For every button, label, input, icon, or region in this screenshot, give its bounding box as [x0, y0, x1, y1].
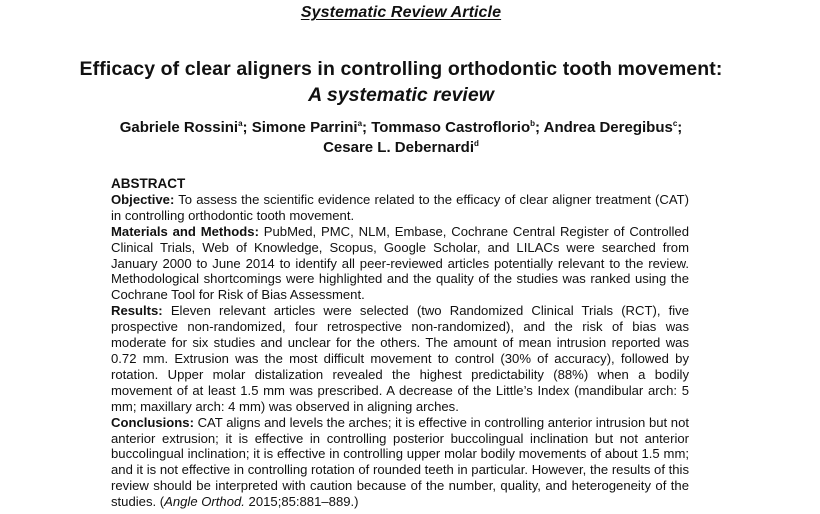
article-type-heading: Systematic Review Article [300, 4, 502, 21]
citation-journal: Angle Orthod. [164, 494, 245, 510]
affiliation-marker: a [357, 119, 363, 128]
author-line-2 [0, 138, 802, 158]
author-separator: ; [535, 119, 544, 136]
affiliation-marker: b [530, 119, 536, 128]
author-name: Andrea Deregibus [543, 119, 673, 136]
abstract-results [111, 303, 689, 414]
abstract-objective [111, 192, 689, 224]
author-separator: ; [362, 119, 372, 136]
objective-text: To assess the scientific evidence related to the efficacy of clear aligner treatment (CAT) in controlling orthodontic tooth movement. [111, 191, 689, 223]
conclusions-text: CAT aligns and levels the arches; it is effective in controlling anterior intrusion but not anterior extrusion; it is effective in controlling posterior buccolingual inclination but not anterior buccolingual inclination; it is effective in controlling upper molar bodily movements of about 1.5 mm; and it is not effective in controlling rotation of rounded teeth in particular. However, the results of this review should be interpreted with caution because of the number, quality, and heterogeneity of the studies. ( [111, 414, 689, 510]
affiliation-marker: d [474, 139, 479, 148]
conclusions-label: Conclusions: [111, 414, 194, 430]
author-separator: ; [242, 119, 252, 136]
results-label: Results: [111, 303, 163, 319]
methods-label: Materials and Methods: [111, 223, 259, 239]
author-separator: ; [677, 119, 683, 136]
affiliation-marker: c [672, 119, 678, 128]
author-list [0, 118, 802, 158]
author-name: Tommaso Castroflorio [371, 119, 531, 136]
article-title: Efficacy of clear aligners in controlling orthodontic tooth movement: [79, 58, 723, 80]
abstract-methods [111, 224, 689, 304]
affiliation-marker: a [238, 119, 243, 128]
abstract-heading: ABSTRACT [111, 176, 186, 191]
abstract [111, 176, 689, 510]
author-name: Gabriele Rossini [119, 119, 239, 136]
author-line-1 [0, 118, 802, 138]
results-text: Eleven relevant articles were selected (two Randomized Clinical Trials (RCT), five prospective non-randomized, four retrospective non-randomized), and the risk of bias was moderate for six studies and unclear for the others. The amount of mean intrusion reported was 0.72 mm. Extrusion was the most difficult movement to control (30% of accuracy), followed by rotation. Upper molar distalization revealed the highest predictability (88%) when a bodily movement of at least 1.5 mm was prescribed. A decrease of the Little’s Index (mandibular arch: 5 mm; maxillary arch: 4 mm) was observed in aligning arches. [111, 303, 689, 414]
author-name: Simone Parrini [251, 119, 358, 136]
abstract-conclusions [111, 415, 689, 510]
article-subtitle: A systematic review [308, 84, 494, 106]
methods-text: PubMed, PMC, NLM, Embase, Cochrane Central Register of Controlled Clinical Trials, Web of Knowledge, Scopus, Google Scholar, and LILACs were searched from January 2000 to June 2014 to identify all peer-reviewed articles potentially relevant to the review. Methodological shortcomings were highlighted and the quality of the studies was ranked using the Cochrane Tool for Risk of Bias Assessment. [111, 223, 689, 303]
author-name: Cesare L. Debernardi [323, 139, 474, 156]
citation-details: 2015;85:881–889.) [244, 494, 359, 510]
objective-label: Objective: [111, 191, 175, 207]
